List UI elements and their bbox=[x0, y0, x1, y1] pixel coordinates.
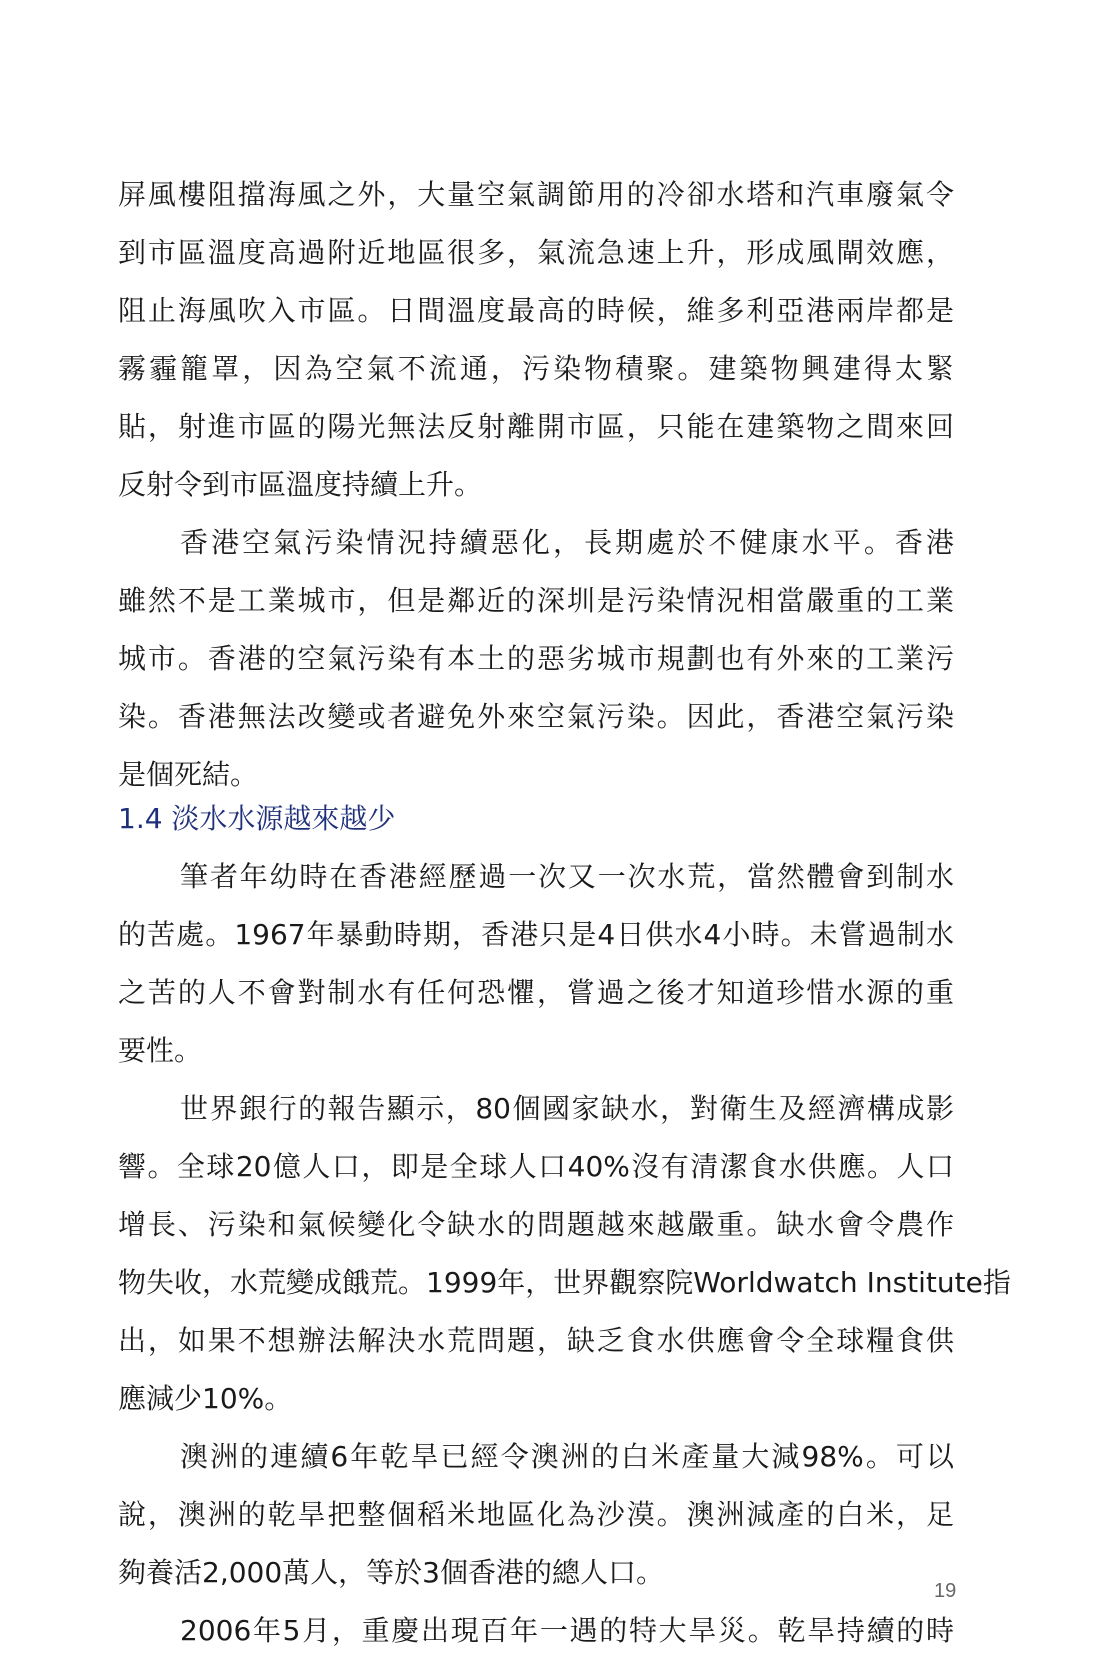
text-line: 到市區溫度高過附近地區很多，氣流急速上升，形成風閘效應， bbox=[118, 236, 954, 269]
page-number: 19 bbox=[934, 1580, 957, 1602]
text-line: 香港空氣污染情況持續惡化，長期處於不健康水平。香港 bbox=[180, 526, 954, 559]
text-line: 屏風樓阻擋海風之外，大量空氣調節用的冷卻水塔和汽車廢氣令 bbox=[118, 178, 954, 211]
text-line: 響。全球20億人口，即是全球人口40%沒有清潔食水供應。人口 bbox=[118, 1150, 954, 1183]
text-line: 世界銀行的報告顯示，80個國家缺水，對衛生及經濟構成影 bbox=[180, 1092, 954, 1125]
text-line: 說，澳洲的乾旱把整個稻米地區化為沙漠。澳洲減產的白米，足 bbox=[118, 1498, 954, 1531]
text-line: 增長、污染和氣候變化令缺水的問題越來越嚴重。缺水會令農作 bbox=[118, 1208, 954, 1241]
text-line: 筆者年幼時在香港經歷過一次又一次水荒，當然體會到制水 bbox=[180, 860, 954, 893]
text-line: 澳洲的連續6年乾旱已經令澳洲的白米產量大減98%。可以 bbox=[180, 1440, 954, 1473]
text-line: 之苦的人不會對制水有任何恐懼，嘗過之後才知道珍惜水源的重 bbox=[118, 976, 954, 1009]
text-line: 反射令到市區溫度持續上升。 bbox=[118, 468, 483, 501]
paragraph-block-fresh-water bbox=[118, 848, 1011, 1660]
text-line: 阻止海風吹入市區。日間溫度最高的時候，維多利亞港兩岸都是 bbox=[118, 294, 954, 327]
text-line: 霧霾籠罩，因為空氣不流通，污染物積聚。建築物興建得太緊 bbox=[118, 352, 954, 385]
text-line: 染。香港無法改變或者避免外來空氣污染。因此，香港空氣污染 bbox=[118, 700, 954, 733]
text-line: 出，如果不想辦法解決水荒問題，缺乏食水供應會令全球糧食供 bbox=[118, 1324, 954, 1357]
text-line: 的苦處。1967年暴動時期，香港只是4日供水4小時。未嘗過制水 bbox=[118, 918, 954, 951]
paragraph-block-air-pollution bbox=[118, 166, 954, 804]
text-line: 是個死結。 bbox=[118, 758, 259, 791]
text-line: 2006年5月，重慶出現百年一遇的特大旱災。乾旱持續的時 bbox=[180, 1614, 954, 1647]
text-line: 要性。 bbox=[118, 1034, 203, 1067]
text-line: 夠養活2,000萬人，等於3個香港的總人口。 bbox=[118, 1556, 664, 1589]
text-line: 應減少10%。 bbox=[118, 1382, 293, 1415]
text-line: 城市。香港的空氣污染有本土的惡劣城市規劃也有外來的工業污 bbox=[118, 642, 954, 675]
text-line: 貼，射進市區的陽光無法反射離開市區，只能在建築物之間來回 bbox=[118, 410, 954, 443]
text-line: 物失收，水荒變成餓荒。1999年，世界觀察院Worldwatch Institute指 bbox=[118, 1266, 1011, 1299]
section-heading: 1.4 淡水水源越來越少 bbox=[118, 802, 396, 835]
text-line: 雖然不是工業城市，但是鄰近的深圳是污染情況相當嚴重的工業 bbox=[118, 584, 954, 617]
